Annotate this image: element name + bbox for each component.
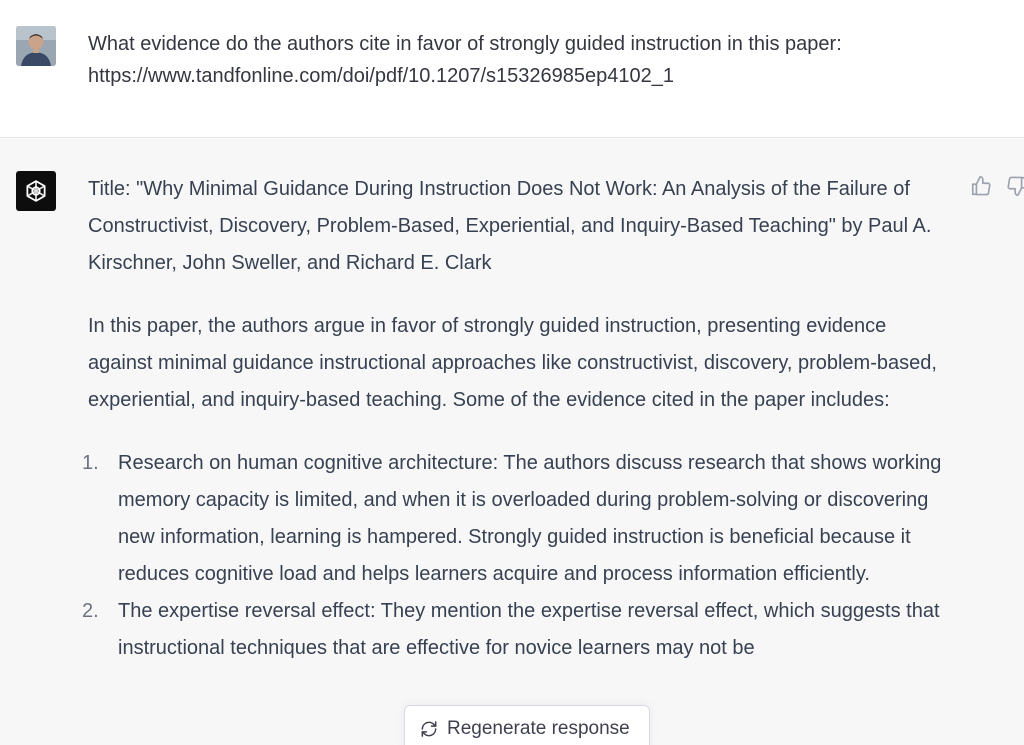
thumbs-up-icon[interactable] xyxy=(970,175,992,197)
assistant-message-row xyxy=(0,139,1024,745)
user-message-link[interactable]: https://www.tandfonline.com/doi/pdf/10.1207/s15326985ep4102_1 xyxy=(88,65,674,87)
openai-logo-icon xyxy=(22,177,50,205)
assistant-avatar xyxy=(16,171,56,211)
feedback-buttons xyxy=(970,175,1024,197)
user-message-text xyxy=(88,28,988,92)
list-item xyxy=(82,593,948,667)
intro-paragraph: In this paper, the authors argue in favor of strongly guided instruction, presenting evidence against minimal guidance instructional approaches like constructivist, discovery, problem-based, experiential, and inquiry-based teaching. Some of the evidence cited in the paper includes: xyxy=(88,315,937,411)
regenerate-response-button[interactable] xyxy=(404,705,650,745)
user-message-row xyxy=(0,0,1024,138)
thumbs-down-icon[interactable] xyxy=(1006,175,1024,197)
assistant-message-content xyxy=(82,171,948,667)
list-item xyxy=(82,445,948,593)
user-photo-icon xyxy=(16,26,56,66)
list-item-number: 1. xyxy=(82,452,99,474)
list-item-text: Research on human cognitive architecture: The authors discuss research that shows working memory capacity is limited, and when it is overloaded during problem-solving or discovering new information, learning is hampered. Strongly guided instruction is beneficial because it reduces cognitive load and helps learners acquire and process information efficiently. xyxy=(118,452,942,585)
user-message-line-1: What evidence do the authors cite in favor of strongly guided instruction in this paper: xyxy=(88,33,842,55)
list-item-text: The expertise reversal effect: They mention the expertise reversal effect, which suggests that instructional techniques that are effective for novice learners may not be xyxy=(118,600,940,659)
list-item-number: 2. xyxy=(82,600,99,622)
regenerate-response-label: Regenerate response xyxy=(447,718,630,739)
paper-title-paragraph: Title: "Why Minimal Guidance During Instruction Does Not Work: An Analysis of the Failure of Constructivist, Discovery, Problem-Based, Experiential, and Inquiry-Based Teaching" by Paul A. Kirschner, John Sweller, and Richard E. Clark xyxy=(88,178,932,274)
user-avatar xyxy=(16,26,56,66)
evidence-list xyxy=(82,445,948,667)
refresh-icon xyxy=(419,719,439,739)
